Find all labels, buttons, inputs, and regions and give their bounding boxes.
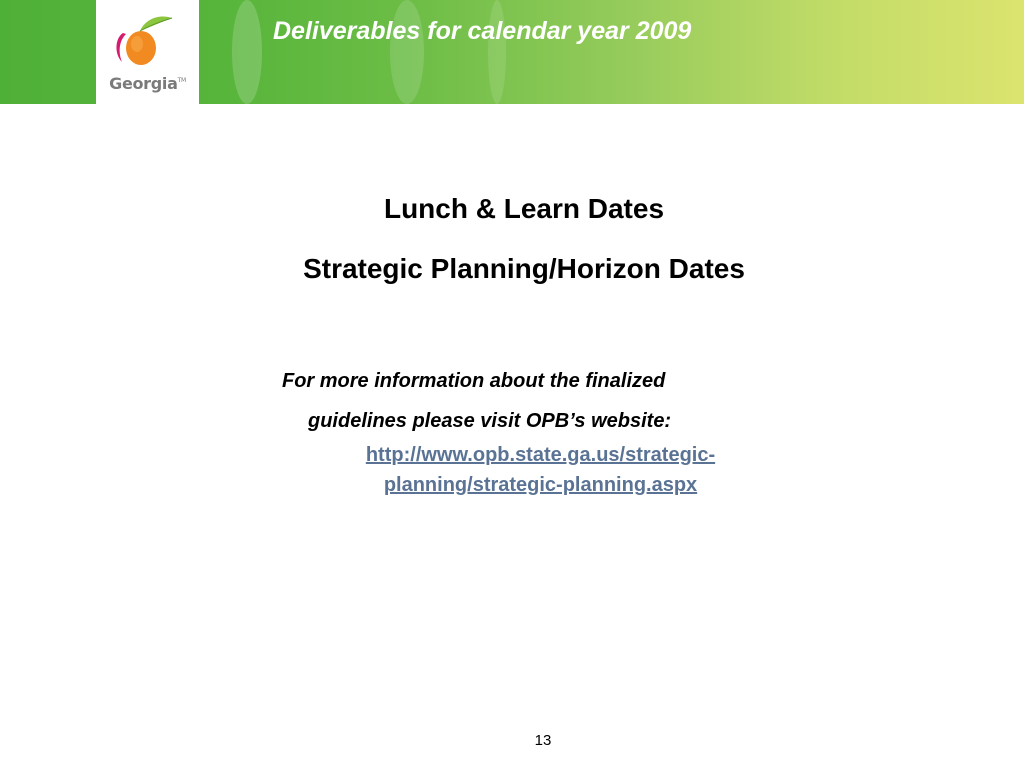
opb-website-link-line-2[interactable]: planning/strategic-planning.aspx (383, 474, 698, 496)
heading-strategic-planning: Strategic Planning/Horizon Dates (303, 253, 745, 284)
georgia-logo (96, 0, 199, 104)
opb-website-link-line-1[interactable]: http://www.opb.state.ga.us/strategic- (365, 444, 716, 466)
heading-lunch-learn: Lunch & Learn Dates (383, 193, 665, 224)
info-text-line-2: guidelines please visit OPB’s website: (308, 410, 672, 432)
slide-title: Deliverables for calendar year 2009 (273, 17, 692, 45)
info-text-line-1: For more information about the finalized (282, 370, 666, 392)
header-streak (390, 0, 424, 104)
peach-icon (96, 0, 199, 74)
header-streak (232, 0, 262, 104)
header-streak (488, 0, 506, 104)
logo-wordmark: Georgia™ (109, 74, 186, 93)
page-number: 13 (534, 732, 552, 749)
